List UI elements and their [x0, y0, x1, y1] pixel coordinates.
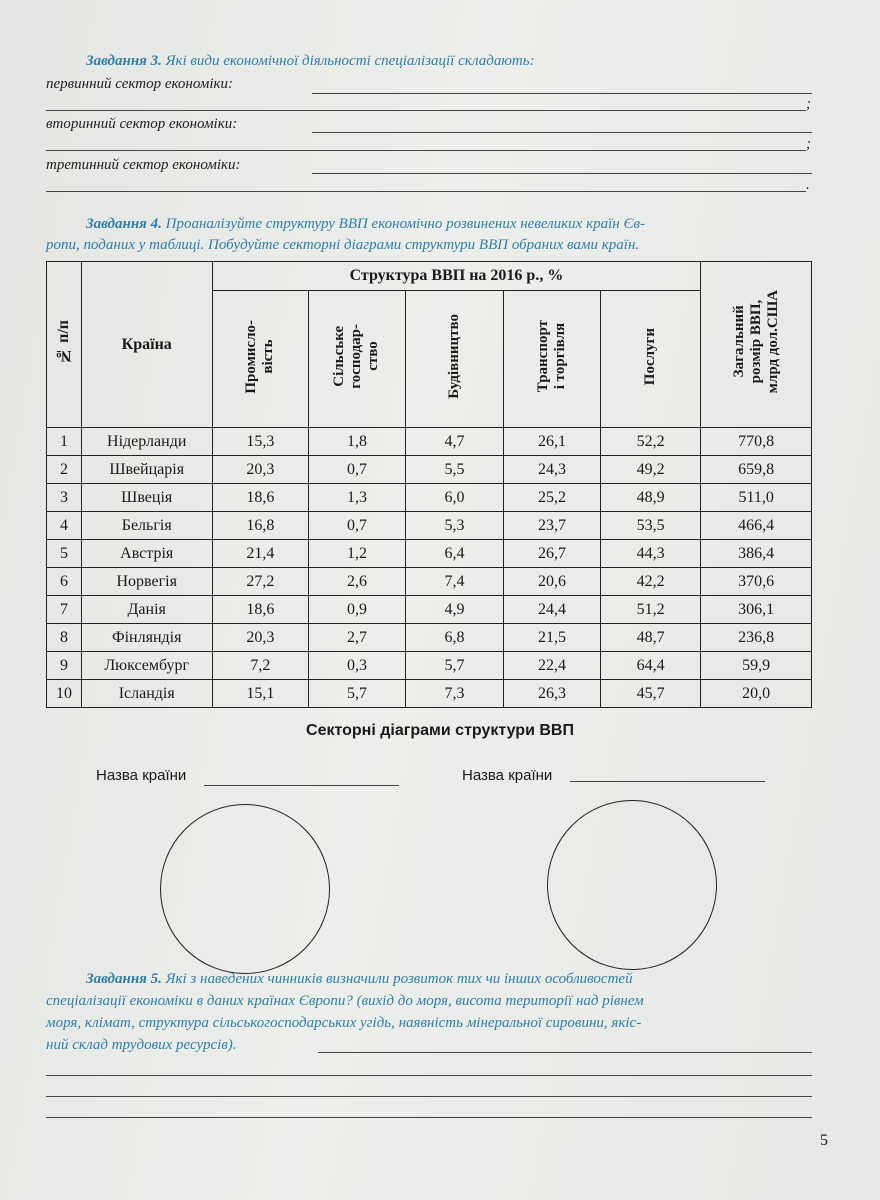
task5-line1: Які з наведених чинників визначили розвиток тих чи інших особливостей: [161, 971, 633, 987]
cell-agriculture: 2,7: [309, 624, 406, 652]
task3-heading: [86, 52, 535, 71]
cell-industry: 18,6: [212, 596, 309, 624]
cell-country: Фінляндія: [81, 624, 212, 652]
table-row: [47, 484, 812, 512]
cell-transport-trade: 22,4: [504, 652, 601, 680]
cell-industry: 16,8: [212, 512, 309, 540]
cell-transport-trade: 26,1: [504, 428, 601, 456]
answer-line[interactable]: [46, 150, 806, 151]
cell-row-number: 9: [47, 652, 82, 680]
task5-line4: ний склад трудових ресурсів).: [46, 1037, 237, 1053]
answer-line[interactable]: [46, 1117, 812, 1118]
table-row: [47, 652, 812, 680]
task5-line3: моря, клімат, структура сільськогосподарських угідь, наявність мінеральної сировини, якіс-: [46, 1015, 642, 1031]
header-transport-text: Транспорт і торгівля: [535, 320, 569, 393]
cell-transport-trade: 26,3: [504, 680, 601, 708]
cell-total-gdp: 20,0: [701, 680, 812, 708]
cell-total-gdp: 370,6: [701, 568, 812, 596]
header-total-gdp: [701, 262, 812, 428]
cell-industry: 20,3: [212, 624, 309, 652]
cell-construction: 5,5: [405, 456, 503, 484]
cell-row-number: 6: [47, 568, 82, 596]
header-gdp-structure: Структура ВВП на 2016 р., %: [212, 262, 701, 291]
cell-construction: 6,4: [405, 540, 503, 568]
cell-transport-trade: 24,3: [504, 456, 601, 484]
cell-country: Нідерланди: [81, 428, 212, 456]
pie-chart-circle-left[interactable]: [160, 804, 330, 974]
answer-line[interactable]: [312, 173, 812, 174]
cell-row-number: 4: [47, 512, 82, 540]
cell-country: Норвегія: [81, 568, 212, 596]
cell-total-gdp: 659,8: [701, 456, 812, 484]
header-services: [600, 291, 701, 428]
answer-line[interactable]: [46, 1075, 812, 1076]
task5-line2: спеціалізації економіки в даних країнах Європи? (вихід до моря, висота території над рівнем: [46, 993, 644, 1009]
cell-agriculture: 0,3: [309, 652, 406, 680]
cell-row-number: 2: [47, 456, 82, 484]
header-industry: [212, 291, 309, 428]
cell-industry: 27,2: [212, 568, 309, 596]
task3-text: Які види економічної діяльності спеціалізації складають:: [161, 53, 535, 69]
page-number: 5: [820, 1132, 828, 1149]
cell-country: Австрія: [81, 540, 212, 568]
cell-country: Швеція: [81, 484, 212, 512]
answer-line[interactable]: [46, 110, 806, 111]
header-construction: [405, 291, 503, 428]
header-agriculture-text: Сільське господар- ство: [331, 324, 382, 389]
cell-industry: 15,1: [212, 680, 309, 708]
country-label-right: Назва країни: [462, 767, 553, 784]
cell-transport-trade: 20,6: [504, 568, 601, 596]
cell-industry: 7,2: [212, 652, 309, 680]
header-industry-text: Промисло- вість: [243, 319, 277, 394]
cell-total-gdp: 59,9: [701, 652, 812, 680]
cell-construction: 7,4: [405, 568, 503, 596]
cell-total-gdp: 306,1: [701, 596, 812, 624]
cell-country: Бельгія: [81, 512, 212, 540]
answer-line[interactable]: [46, 191, 806, 192]
task3-line3-end: .: [806, 177, 810, 193]
cell-services: 44,3: [600, 540, 701, 568]
cell-row-number: 3: [47, 484, 82, 512]
task5-heading: [86, 970, 633, 989]
cell-country: Данія: [81, 596, 212, 624]
country-label-left: Назва країни: [96, 767, 187, 784]
table-row: [47, 456, 812, 484]
cell-country: Швейцарія: [81, 456, 212, 484]
task4-heading: [86, 215, 645, 234]
table-row: [47, 512, 812, 540]
cell-row-number: 10: [47, 680, 82, 708]
cell-construction: 4,9: [405, 596, 503, 624]
header-construction-text: Будівництво: [446, 314, 463, 399]
answer-line[interactable]: [312, 93, 812, 94]
cell-services: 52,2: [600, 428, 701, 456]
cell-construction: 4,7: [405, 428, 503, 456]
cell-construction: 6,0: [405, 484, 503, 512]
cell-services: 45,7: [600, 680, 701, 708]
task4-label: Завдання 4.: [86, 216, 162, 232]
cell-services: 51,2: [600, 596, 701, 624]
header-agriculture: [309, 291, 406, 428]
header-transport: [504, 291, 601, 428]
cell-industry: 20,3: [212, 456, 309, 484]
cell-agriculture: 1,2: [309, 540, 406, 568]
country-name-line-right[interactable]: [570, 781, 765, 782]
cell-total-gdp: 236,8: [701, 624, 812, 652]
cell-services: 64,4: [600, 652, 701, 680]
cell-total-gdp: 511,0: [701, 484, 812, 512]
table-row: [47, 596, 812, 624]
cell-total-gdp: 770,8: [701, 428, 812, 456]
cell-industry: 15,3: [212, 428, 309, 456]
gdp-structure-table: [46, 261, 812, 708]
cell-country: Люксембург: [81, 652, 212, 680]
answer-line[interactable]: [46, 1096, 812, 1097]
cell-agriculture: 0,9: [309, 596, 406, 624]
cell-services: 53,5: [600, 512, 701, 540]
table-row: [47, 540, 812, 568]
answer-line[interactable]: [312, 132, 812, 133]
cell-industry: 21,4: [212, 540, 309, 568]
cell-transport-trade: 23,7: [504, 512, 601, 540]
task4-line1: Проаналізуйте структуру ВВП економічно розвинених невеликих країн Єв-: [161, 216, 646, 232]
cell-transport-trade: 21,5: [504, 624, 601, 652]
table-body: [47, 428, 812, 708]
task3-label: Завдання 3.: [86, 53, 162, 69]
table-row: [47, 568, 812, 596]
cell-transport-trade: 26,7: [504, 540, 601, 568]
cell-country: Ісландія: [81, 680, 212, 708]
task3-line1-label: первинний сектор економіки:: [46, 76, 234, 92]
cell-agriculture: 5,7: [309, 680, 406, 708]
header-number-text: № п/п: [55, 320, 73, 364]
cell-row-number: 5: [47, 540, 82, 568]
cell-construction: 5,3: [405, 512, 503, 540]
cell-construction: 5,7: [405, 652, 503, 680]
task5-label: Завдання 5.: [86, 971, 162, 987]
cell-row-number: 1: [47, 428, 82, 456]
header-services-text: Послуги: [642, 327, 659, 386]
cell-construction: 7,3: [405, 680, 503, 708]
cell-services: 42,2: [600, 568, 701, 596]
cell-total-gdp: 386,4: [701, 540, 812, 568]
cell-construction: 6,8: [405, 624, 503, 652]
pie-section-title: Секторні діаграми структури ВВП: [306, 722, 574, 739]
country-name-line-left[interactable]: [204, 785, 399, 786]
cell-services: 48,9: [600, 484, 701, 512]
cell-agriculture: 2,6: [309, 568, 406, 596]
cell-industry: 18,6: [212, 484, 309, 512]
table-row: [47, 624, 812, 652]
cell-transport-trade: 24,4: [504, 596, 601, 624]
table-row: [47, 680, 812, 708]
cell-total-gdp: 466,4: [701, 512, 812, 540]
header-total-gdp-text: Загальний розмір ВВП, млрд дол.США: [730, 290, 781, 394]
task3-line1-end: ;: [806, 96, 811, 112]
cell-agriculture: 1,8: [309, 428, 406, 456]
answer-line[interactable]: [318, 1052, 812, 1053]
cell-agriculture: 0,7: [309, 512, 406, 540]
cell-transport-trade: 25,2: [504, 484, 601, 512]
pie-chart-circle-right[interactable]: [547, 800, 717, 970]
cell-services: 49,2: [600, 456, 701, 484]
header-country: Країна: [81, 262, 212, 428]
task3-line2-end: ;: [806, 136, 811, 152]
task3-line2-label: вторинний сектор економіки:: [46, 116, 238, 132]
cell-row-number: 8: [47, 624, 82, 652]
header-number: [47, 262, 82, 428]
task4-line2: ропи, поданих у таблиці. Побудуйте секторні діаграми структури ВВП обраних вами країн.: [46, 237, 640, 253]
task3-line3-label: третинний сектор економіки:: [46, 157, 241, 173]
cell-agriculture: 0,7: [309, 456, 406, 484]
table-row: [47, 428, 812, 456]
cell-row-number: 7: [47, 596, 82, 624]
cell-agriculture: 1,3: [309, 484, 406, 512]
cell-services: 48,7: [600, 624, 701, 652]
